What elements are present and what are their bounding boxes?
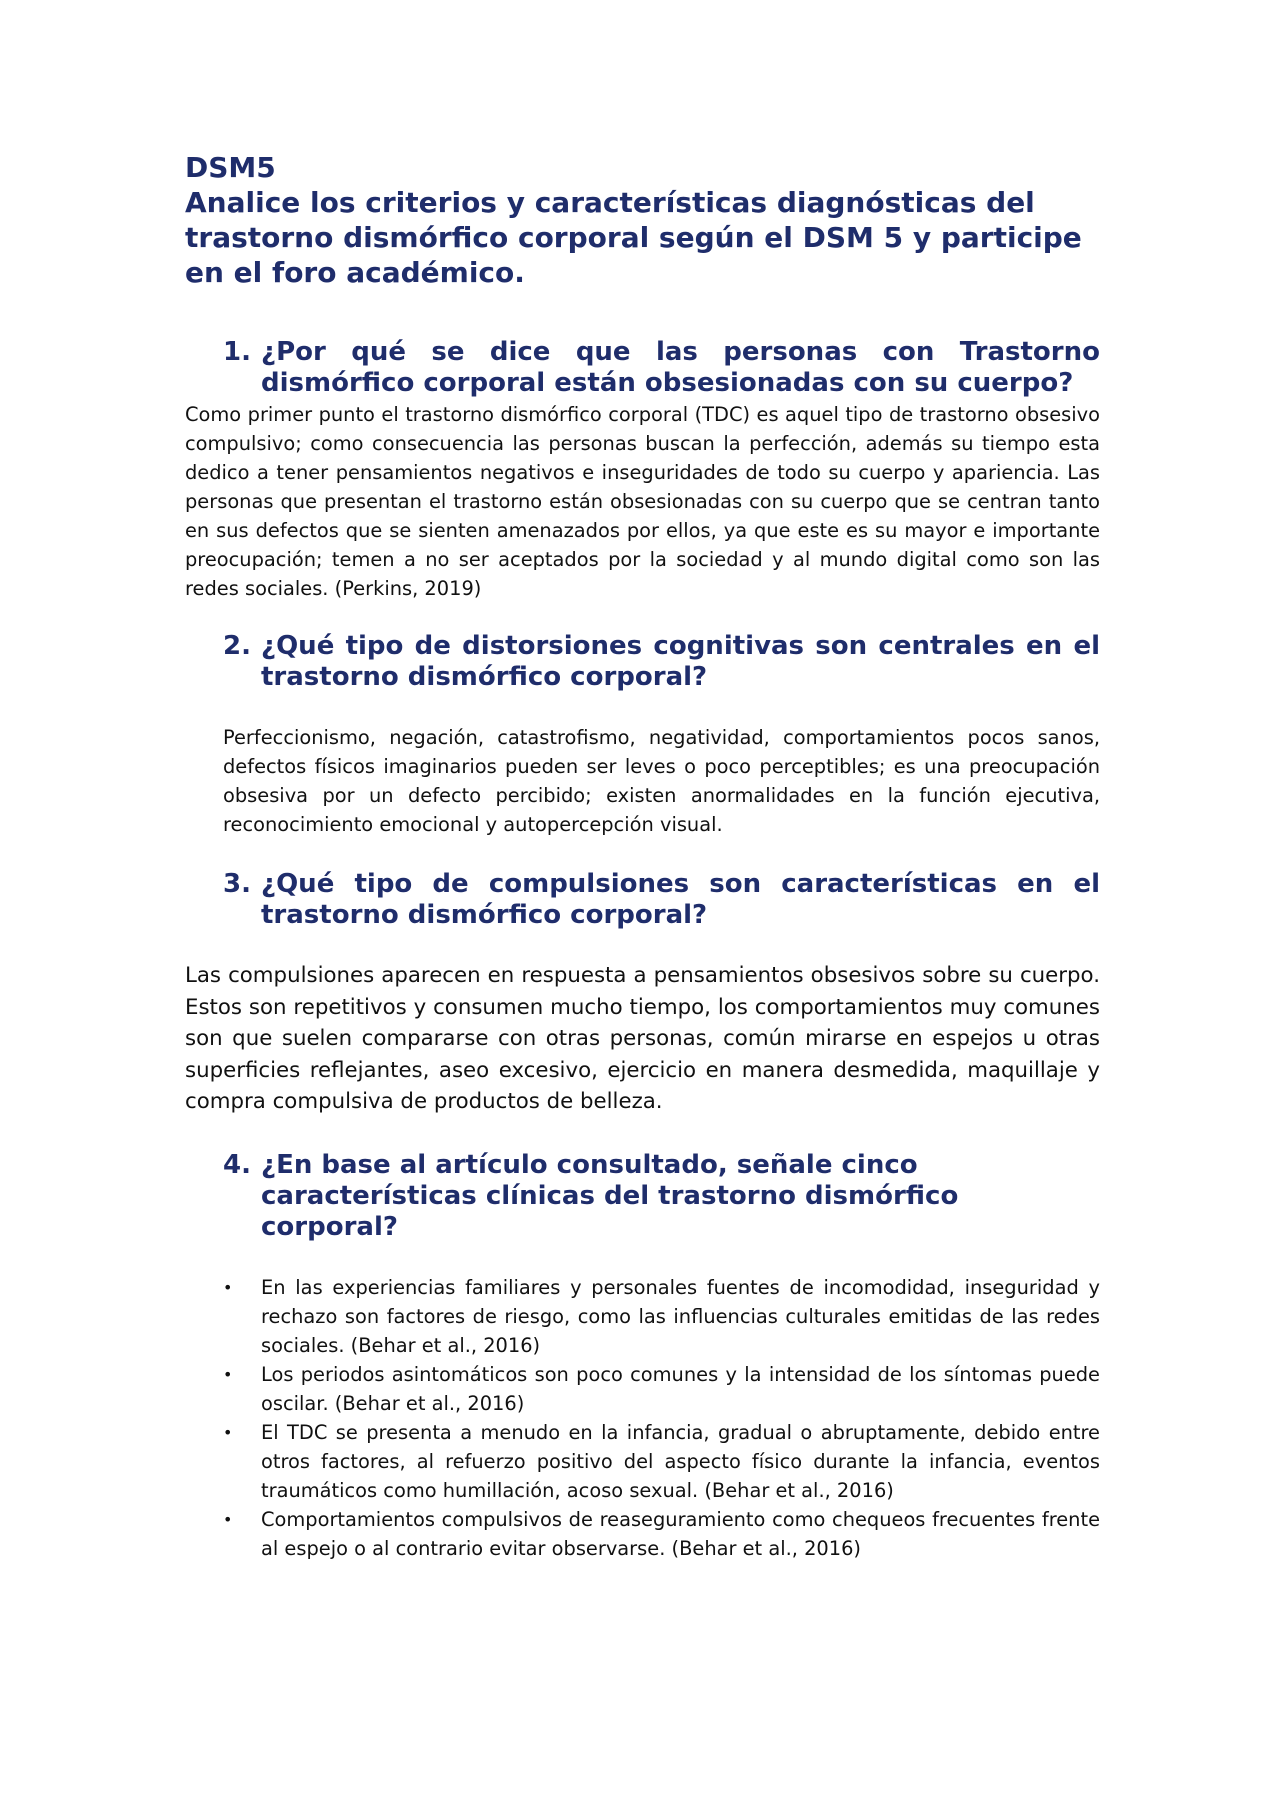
list-item-text: Comportamientos compulsivos de reaseguramiento como chequeos frecuentes frente al espejo o al contrario evitar observarse. (Behar et al., 2016) <box>261 1507 1100 1560</box>
list-item <box>185 1273 1100 1360</box>
bullet-icon: • <box>223 1364 233 1384</box>
header-line-2: Analice los criterios y características diagnósticas del trastorno dismórfico corporal según el DSM 5 y participe en el foro académico. <box>185 186 1082 289</box>
list-item <box>185 1505 1100 1563</box>
question-1-text: ¿Por qué se dice que las personas con Trastorno dismórfico corporal están obsesionadas con su cuerpo? <box>261 337 1100 398</box>
question-3-text: ¿Qué tipo de compulsiones son características en el trastorno dismórfico corporal? <box>261 869 1100 930</box>
question-2-number: 2. <box>223 631 251 661</box>
list-item-text: En las experiencias familiares y personales fuentes de incomodidad, inseguridad y rechazo son factores de riesgo, como las influencias culturales emitidas de las redes sociales. (Behar et al., 2016) <box>261 1275 1100 1357</box>
list-item <box>185 1418 1100 1505</box>
list-item <box>185 1360 1100 1418</box>
list-item-text: Los periodos asintomáticos son poco comunes y la intensidad de los síntomas puede oscilar. (Behar et al., 2016) <box>261 1362 1100 1415</box>
bullet-icon: • <box>223 1277 233 1297</box>
question-2-text: ¿Qué tipo de distorsiones cognitivas son centrales en el trastorno dismórfico corporal? <box>261 631 1100 692</box>
question-3 <box>185 869 1100 931</box>
answer-1: Como primer punto el trastorno dismórfico corporal (TDC) es aquel tipo de trastorno obsesivo compulsivo; como consecuencia las personas buscan la perfección, además su tiempo esta dedico a tener pensamientos negativos e inseguridades de todo su cuerpo y apariencia. Las personas que presentan el trastorno están obsesionadas con su cuerpo que se centran tanto en sus defectos que se sienten amenazados por ellos, ya que este es su mayor e importante preocupación; temen a no ser aceptados por la sociedad y al mundo digital como son las redes sociales. (Perkins, 2019) <box>185 403 1100 600</box>
question-4-text: ¿En base al artículo consultado, señale cinco características clínicas del trastorno dismórfico corporal? <box>261 1149 959 1242</box>
section-3 <box>185 869 1100 1118</box>
question-3-number: 3. <box>223 869 251 899</box>
section-1 <box>185 337 1100 603</box>
answer-2: Perfeccionismo, negación, catastrofismo, negatividad, comportamientos pocos sanos, defectos físicos imaginarios pueden ser leves o poco perceptibles; es una preocupación obsesiva por un defecto percibido; existen anormalidades en la función ejecutiva, reconocimiento emocional y autopercepción visual. <box>223 726 1100 836</box>
answer-3: Las compulsiones aparecen en respuesta a pensamientos obsesivos sobre su cuerpo. Estos son repetitivos y consumen mucho tiempo, los comportamientos muy comunes son que suelen compararse con otras personas, común mirarse en espejos u otras superficies reflejantes, aseo excesivo, ejercicio en manera desmedida, maquillaje y compra compulsiva de productos de belleza. <box>185 963 1100 1114</box>
question-2 <box>185 631 1100 693</box>
document-page <box>185 150 1100 1563</box>
question-1-number: 1. <box>223 337 251 367</box>
header-line-1: DSM5 <box>185 151 276 184</box>
list-item-text: El TDC se presenta a menudo en la infancia, gradual o abruptamente, debido entre otros factores, al refuerzo positivo del aspecto físico durante la infancia, eventos traumáticos como humillación, acoso sexual. (Behar et al., 2016) <box>261 1420 1100 1502</box>
section-2 <box>185 631 1100 839</box>
bullet-icon: • <box>223 1509 233 1529</box>
section-4 <box>185 1150 1100 1563</box>
bullet-icon: • <box>223 1422 233 1442</box>
question-4 <box>185 1150 1100 1243</box>
question-4-number: 4. <box>223 1149 251 1180</box>
question-1 <box>185 337 1100 399</box>
document-header <box>185 150 1100 290</box>
bullet-list <box>185 1273 1100 1563</box>
